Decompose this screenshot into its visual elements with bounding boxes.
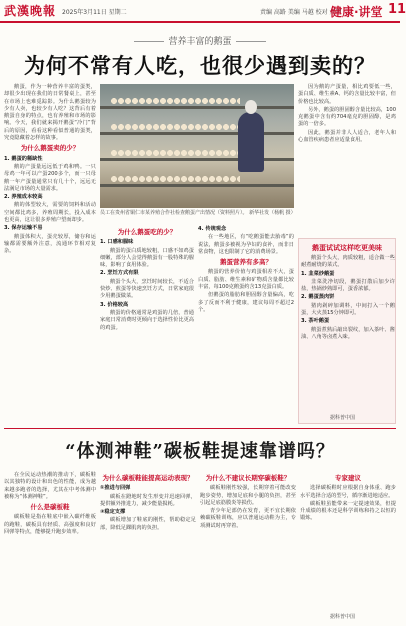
step-label: 3. 茶叶鹅蛋	[301, 318, 330, 325]
step-label: 1. 韭菜炒鹅蛋	[301, 270, 335, 277]
article2-column-1	[4, 472, 96, 620]
paragraph: 碳板鞋是指在鞋底中嵌入碳纤维板的跑鞋，碳板具有轻质、高强度和良好回弹等特点，能够提升跑步效率。	[4, 514, 96, 536]
paragraph: 青少年足部仍在发育，更不宜长期依赖碳板鞋训练，应以普通运动鞋为主，专项测试时再穿着。	[200, 508, 296, 529]
paragraph: 在全民运动热潮的推动下，碳板鞋以其独特的设计和出色的性能，成为越来越多跑者的选择，尤其在中考体测中被称为“体测神鞋”。	[4, 472, 96, 500]
paragraph: 鹅蛋体积大，蛋壳较厚，储存和运输都需要额外注意，流通环节相对复杂。	[4, 233, 96, 255]
kicker-dash-right	[236, 41, 266, 42]
paragraph: 但鹅蛋的脂肪和胆固醇含量偏高，吃多了反而不利于健康，建议每周不超过2个。	[198, 292, 294, 313]
subheading: 为什么鹅蛋吃的少？	[117, 228, 177, 236]
article-source: 据科普中国	[330, 415, 356, 421]
issue-date: 2025年3月11日 星期二	[62, 9, 127, 16]
subheading: 为什么鹅蛋卖的少？	[20, 144, 80, 153]
editor-credits: 责编 高路 美编 马越 校对 刘明	[260, 9, 342, 16]
subheading: 鹅蛋营养有多高？	[220, 258, 272, 267]
article-column-1	[4, 84, 96, 424]
step-label: 3. 价格较高	[100, 301, 129, 308]
article2-headline-box	[40, 437, 360, 467]
paragraph: 韭菜洗净切段，鹅蛋打散后加少许盐，热锅炒熟即可，蛋香浓郁。	[301, 278, 395, 293]
article-photo	[100, 84, 294, 208]
paragraph: 鹅蛋煮熟后敲出裂纹，加入茶叶、酱油、八角等卤煮入味。	[301, 326, 395, 340]
article-headline: 为何不常有人吃，也很少遇到卖的？	[24, 53, 376, 78]
photo-shelf	[100, 158, 294, 161]
paragraph: 选择碳板鞋时应根据自身体重、跑步水平选择合适的型号，循序渐进地适应。	[300, 485, 396, 499]
article2-column-2	[100, 472, 196, 620]
photo-egg-row	[110, 96, 240, 106]
recipe-sidebar	[298, 238, 396, 424]
article2-column-3	[200, 472, 296, 620]
photo-egg-row	[110, 174, 240, 184]
paragraph: 鹅蛋，作为一种营养丰富的蛋类，却很少出现在我们的日常餐桌上，甚至在市场上也难觅踪影。为什么鹅蛋较为少有人卖，也较少有人吃？这背后有着鹅蛋自身的特点，也有养殖和市场的影响。今天，我们就来揭开鹅蛋“冷门”背后的原因，看看这种看似普通的蛋类，究竟隐藏着怎样的故事。	[4, 84, 96, 142]
subheading: 什么是碳板鞋	[30, 503, 70, 512]
photo-worker	[238, 112, 264, 172]
photo-egg-row	[110, 148, 240, 158]
article2-headline: “体测神鞋”碳板鞋提速靠谱吗？	[65, 441, 335, 462]
article-column-2	[100, 226, 194, 426]
photo-egg-row	[110, 122, 240, 132]
section-divider	[4, 428, 396, 429]
page-number: 11	[388, 2, 406, 17]
step-label: 2. 鹅蛋蒸肉饼	[301, 294, 335, 301]
step-label: 2. 烹饪方式有限	[100, 270, 139, 277]
paragraph: 猪肉剁碎加调料，中间打入一个鹅蛋，大火蒸15分钟即可。	[301, 302, 395, 317]
article-column-4	[298, 84, 396, 234]
subheading: 为什么碳板鞋能提高运动表现？	[102, 474, 194, 482]
step-label: 1. 鹅蛋的稀缺性	[4, 155, 43, 162]
section-title: 健康·讲堂	[330, 5, 383, 19]
paragraph: 鹅蛋个头大，烹饪时间较长，不适合快炒、煎蛋等快速烹饪方式，日常家庭很少用鹅蛋做菜。	[100, 278, 194, 300]
masthead-rule	[0, 21, 400, 23]
masthead	[0, 0, 406, 22]
step-label: 4. 传统观念	[198, 226, 227, 232]
kicker-text: 营养丰富的鹅蛋	[168, 37, 232, 47]
step-label: ①推进与回弹	[100, 485, 131, 492]
subheading: 为什么不建议长期穿碳板鞋？	[205, 474, 291, 482]
paragraph: 碳板在蹬地时发生形变并迅速回弹，提供额外推进力，减少能量损耗。	[100, 493, 196, 507]
article2-source: 据科普中国	[330, 614, 356, 620]
article-column-3	[198, 226, 294, 426]
paragraph: 因此，鹅蛋并非人人适合，老年人和心血管疾病患者应适量食用。	[298, 129, 396, 144]
paragraph: 因为鹅的产蛋量，相比鸡要低一些，蛋白质、维生素A、钙的含量比较丰富，但价格也比较高。	[298, 84, 396, 105]
sidebar-title: 鹅蛋试试这样吃更美味	[312, 244, 382, 252]
paragraph: 鹅蛋个头大，肉质较粗，适合做一些耐煮耐烧的菜式。	[301, 255, 395, 269]
paragraph: 碳板鞋刚性较强，长期穿着可能改变跑步姿势，增加足底和小腿的负担，甚至引起足底筋膜炎等损伤。	[200, 485, 296, 506]
photo-shelf	[100, 106, 294, 109]
paragraph: 碳板增加了鞋底的刚性，帮助稳定足部，降低足踝肌肉的负担。	[100, 517, 196, 531]
subheading: 专家建议	[335, 474, 361, 482]
step-label: 1. 口感和腥味	[100, 239, 134, 246]
photo-shelf	[100, 132, 294, 135]
paragraph: 在一些地区，有“吃鹅蛋能去胎毒”的说法，鹅蛋多被视为孕妇的食补，而非日常食物，这也限制了它的消费场景。	[198, 234, 294, 255]
sidebar-text	[301, 255, 395, 415]
paper-name: 武漢晚報	[4, 4, 57, 18]
photo-shelf	[100, 184, 294, 187]
paragraph: 鹅的产蛋量远远低于鸡和鸭。一只母鸡一年可以产蛋200多个，而一只母鹅一年产蛋量通常只有几十个，远远无法满足市场的大量需求。	[4, 163, 96, 192]
step-label: 3. 保存运输不易	[4, 225, 43, 232]
kicker-dash-left	[134, 41, 164, 42]
step-label: ②稳定支撑	[100, 509, 126, 516]
paragraph: 鹅蛋的营养价值与鸡蛋相差不大，蛋白质、脂肪、维生素和矿物质含量都比较丰富，每100克鹅蛋约含13克蛋白质。	[198, 269, 294, 291]
paragraph: 鹅蛋的蛋白质地较粗，口感不如鸡蛋细嫩，部分人会觉得鹅蛋有一股特殊的腥味，影响了食用体验。	[100, 247, 194, 269]
step-label: 2. 养殖成本较高	[4, 194, 43, 201]
paragraph: 鹅蛋的价格通常是鸡蛋的几倍，普通家庭日常消费时更倾向于选择性价比更高的鸡蛋。	[100, 309, 194, 331]
article-kicker	[0, 34, 400, 47]
article2-column-4	[300, 472, 396, 620]
paragraph: 鹅的体型较大，需要的饲料和活动空间都比鸡多，养殖周期长，投入成本也更高，这让很多养殖户望而却步。	[4, 202, 96, 224]
paragraph: 另外，鹅蛋的胆固醇含量比较高，100克鹅蛋中含有约704毫克的胆固醇，是鸡蛋的一倍多。	[298, 106, 396, 128]
photo-caption: 员工在贵州省铜仁市某养殖合作社检查鹅蛋产出情况（资料照片）。 新华社发（杨帆 摄）	[100, 210, 296, 216]
paragraph: 碳板鞋虽能带来一定提速效果，但提升成绩的根本还是科学训练和持之以恒的锻炼。	[300, 500, 396, 522]
